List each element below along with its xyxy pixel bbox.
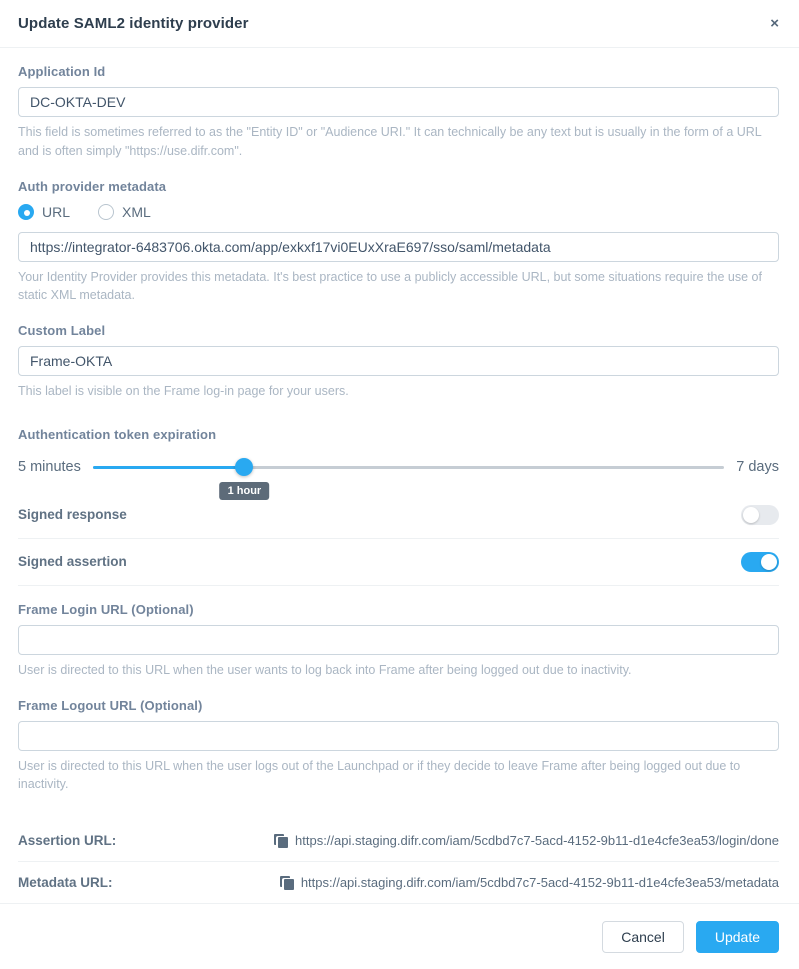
signed-response-toggle[interactable] — [741, 505, 779, 525]
assertion-url-value-group — [274, 833, 779, 848]
assertion-url-row — [18, 820, 779, 861]
token-expiration-section — [18, 426, 779, 497]
auth-metadata-helper: Your Identity Provider provides this metadata. It's best practice to use a publicly accessible URL, but some situations require the use of static XML metadata. — [18, 269, 762, 303]
slider-min-label: 5 minutes — [18, 458, 81, 475]
update-button[interactable]: Update — [696, 921, 779, 953]
copy-icon[interactable] — [280, 876, 294, 890]
slider-max-label: 7 days — [736, 458, 779, 475]
slider-value-tooltip: 1 hour — [220, 482, 270, 500]
frame-logout-url-section — [18, 698, 779, 795]
modal-footer — [0, 903, 799, 969]
radio-xml-label: XML — [122, 203, 151, 220]
toggle-group — [18, 492, 779, 586]
custom-label-section — [18, 323, 779, 401]
cancel-button[interactable]: Cancel — [602, 921, 684, 953]
auth-metadata-section — [18, 179, 779, 306]
frame-login-url-helper: User is directed to this URL when the user wants to log back into Frame after being logged out due to inactivity. — [18, 662, 632, 677]
token-expiration-slider[interactable] — [93, 458, 724, 497]
auth-metadata-radio-group — [18, 204, 779, 220]
custom-label-input[interactable] — [18, 346, 779, 376]
slider-handle[interactable] — [235, 458, 253, 476]
token-expiration-label: Authentication token expiration — [18, 426, 217, 442]
radio-option-xml[interactable] — [98, 204, 151, 220]
application-id-label: Application Id — [18, 64, 106, 79]
token-expiration-slider-row — [18, 458, 779, 497]
radio-url-label: URL — [42, 203, 71, 220]
signed-assertion-row — [18, 539, 779, 586]
copy-icon[interactable] — [274, 834, 288, 848]
signed-assertion-toggle[interactable] — [741, 552, 779, 572]
readonly-url-rows — [18, 820, 779, 903]
custom-label-label: Custom Label — [18, 323, 106, 338]
frame-login-url-section — [18, 602, 779, 680]
radio-option-url[interactable] — [18, 204, 70, 220]
metadata-url-value-group — [280, 875, 779, 890]
metadata-url-value: https://api.staging.difr.com/iam/5cdbd7c7-5acd-4152-9b11-d1e4cfe3ea53/metadata — [300, 875, 779, 890]
frame-login-url-input[interactable] — [18, 625, 779, 655]
signed-response-label: Signed response — [18, 507, 127, 523]
assertion-url-label: Assertion URL: — [18, 833, 117, 848]
slider-fill — [93, 466, 245, 469]
signed-assertion-label: Signed assertion — [18, 554, 127, 570]
close-icon[interactable]: × — [770, 15, 779, 32]
metadata-url-label: Metadata URL: — [18, 875, 113, 890]
toggle-knob — [743, 507, 759, 523]
modal-body — [0, 48, 799, 903]
application-id-input[interactable] — [18, 87, 779, 117]
toggle-knob — [761, 554, 777, 570]
metadata-url-row — [18, 861, 779, 903]
modal-title: Update SAML2 identity provider — [18, 15, 249, 32]
signed-response-row — [18, 492, 779, 539]
application-id-helper: This field is sometimes referred to as the "Entity ID" or "Audience URI." It can technically be any text but is usually in the form of a URL and is often simply "https://use.difr.com". — [18, 125, 762, 158]
assertion-url-value: https://api.staging.difr.com/iam/5cdbd7c7-5acd-4152-9b11-d1e4cfe3ea53/login/done — [295, 833, 779, 848]
radio-xml-icon[interactable] — [98, 204, 114, 220]
metadata-url-input[interactable] — [18, 232, 779, 262]
frame-login-url-label: Frame Login URL (Optional) — [18, 601, 194, 617]
custom-label-helper: This label is visible on the Frame log-in page for your users. — [18, 384, 349, 398]
frame-logout-url-label: Frame Logout URL (Optional) — [18, 697, 203, 713]
frame-logout-url-helper: User is directed to this URL when the user logs out of the Launchpad or if they decide to leave Frame after being logged out due to inactivity. — [18, 758, 741, 792]
frame-logout-url-input[interactable] — [18, 721, 779, 751]
modal-header — [0, 0, 799, 48]
radio-url-icon[interactable] — [18, 204, 34, 220]
application-id-section — [18, 64, 779, 161]
auth-metadata-label: Auth provider metadata — [18, 178, 167, 194]
